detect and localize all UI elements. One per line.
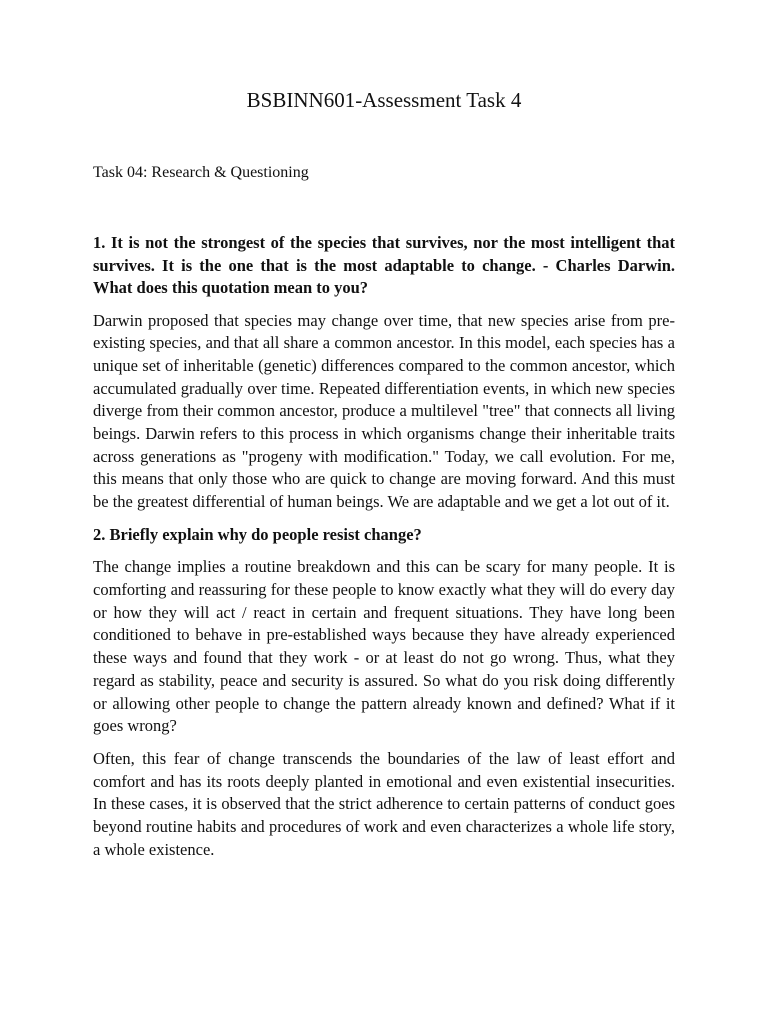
document-body: [93, 232, 675, 871]
question-2-heading: 2. Briefly explain why do people resist change?: [93, 524, 422, 544]
question-1-answer-paragraph: Darwin proposed that species may change over time, that new species arise from pre-existing species, and that all share a common ancestor. In this model, each species has a unique set of inheritable (genetic) differences compared to the common ancestor, which accumulated gradually over time. Repeated differentiation events, in which new species diverge from their common ancestor, produce a multilevel "tree" that connects all living beings. Darwin refers to this process in which organisms change their inheritable traits across generations as "progeny with modification." Today, we call evolution. For me, this means that only those who are quick to change are moving forward. And this must be the greatest differential of human beings. We are adaptable and we get a lot out of it.: [93, 310, 675, 512]
task-subtitle: Task 04: Research & Questioning: [93, 164, 309, 181]
question-1-heading: 1. It is not the strongest of the species that survives, nor the most intelligent that survives. It is the one that is the most adaptable to change. - Charles Darwin. What does this quotation mean to you?: [93, 233, 675, 297]
page-title: BSBINN601-Assessment Task 4: [246, 88, 522, 112]
question-2-answer-paragraph-1: The change implies a routine breakdown and this can be scary for many people. It is comforting and reassuring for these people to know exactly what they will do every day or how they will act / react in certain and frequent situations. They have long been conditioned to behave in pre-established ways because they have already experienced these ways and found that they work - or at least do not go wrong. Thus, what they regard as stability, peace and security is assured. So what do you risk doing differently or allowing other people to change the pattern already known and defined? What if it goes wrong?: [93, 557, 675, 736]
question-2-answer-paragraph-2: Often, this fear of change transcends the boundaries of the law of least effort and comfort and has its roots deeply planted in emotional and even existential insecurities. In these cases, it is observed that the strict adherence to certain patterns of conduct goes beyond routine habits and procedures of work and even characterizes a whole life story, a whole existence.: [93, 748, 675, 859]
